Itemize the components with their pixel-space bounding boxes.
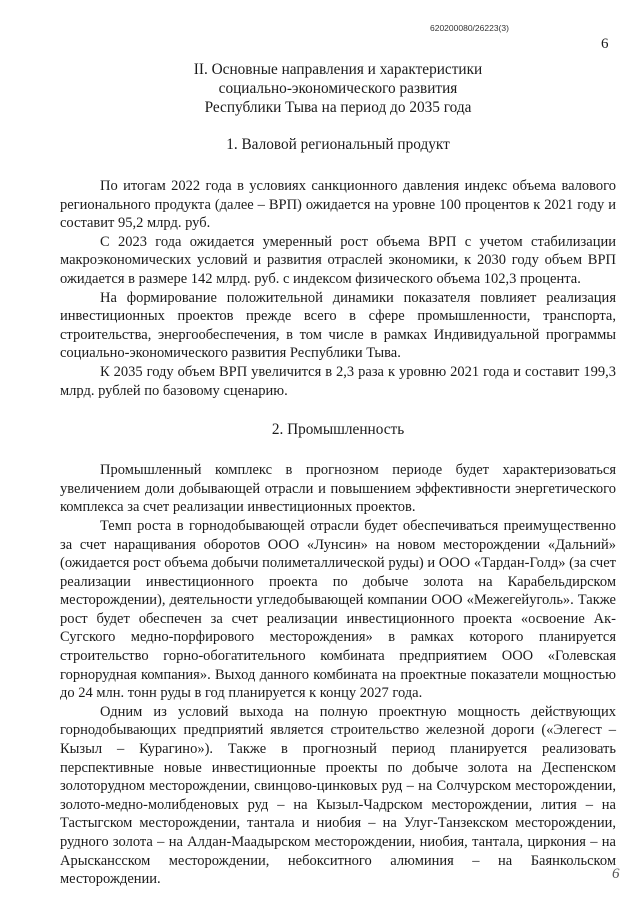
section-heading-industry: 2. Промышленность xyxy=(271,421,405,439)
paragraph: На формирование положительной динамики показателя повлияет реализация инвестиционных проектов прежде всего в сфере промышленности, транспорта, строительства, энергообеспечения, в том числе в рамках Индивидуальной программы социально-экономического развития Республики Тыва. xyxy=(60,289,616,362)
handwritten-page-mark: 6 xyxy=(612,866,620,882)
document-body xyxy=(60,60,616,889)
chapter-title xyxy=(60,60,616,117)
page-number: 6 xyxy=(601,36,609,52)
paragraph: Темп роста в горнодобывающей отрасли будет обеспечиваться преимущественно за счет наращивания оборотов ООО «Лунсин» на новом месторождении «Дальний» (ожидается рост объема добычи полиметаллической руды) и ООО «Тардан-Голд» (за счет реализации инвестиционного проекта по добыче золота на Карабельдирском месторождении), деятельности угледобывающей компании ООО «Межегейуголь». Также рост будет обеспечен за счет реализации инвестиционного проекта «освоение Ак-Сугского медно-порфирового месторождения» в рамках которого планируется строительство горно-обогатительного комбината предприятием ООО «Голевская горнорудная компания». Выход данного комбината на проектные показатели мощностью до 24 млн. тонн руды в год планируется к концу 2027 года. xyxy=(60,517,616,702)
paragraph: Промышленный комплекс в прогнозном периоде будет характеризоваться увеличением доли добывающей отрасли и повышением эффективности энергетического комплекса за счет реализации инвестиционных проектов. xyxy=(60,462,616,516)
paragraph: По итогам 2022 года в условиях санкционного давления индекс объема валового регионального продукта (далее – ВРП) ожидается на уровне 100 процентов к 2021 году и составит 95,2 млрд. руб. xyxy=(60,178,616,232)
chapter-title-line: II. Основные направления и характеристики xyxy=(193,61,483,78)
section-heading-gdp: 1. Валовой региональный продукт xyxy=(226,136,450,153)
document-id: 620200080/26223(3) xyxy=(430,23,509,33)
paragraph: С 2023 года ожидается умеренный рост объема ВРП с учетом стабилизации макроэкономических условий и развития отраслей экономики, к 2030 году объем ВРП ожидается в размере 142 млрд. руб. с индексом физического объема 102,3 процента. xyxy=(60,233,616,287)
chapter-title-line: социально-экономического развития xyxy=(218,80,458,97)
chapter-title-line: Республики Тыва на период до 2035 года xyxy=(204,99,472,116)
paragraph: К 2035 году объем ВРП увеличится в 2,3 раза к уровню 2021 года и составит 199,3 млрд. рублей по базовому сценарию. xyxy=(60,363,616,399)
paragraph: Одним из условий выхода на полную проектную мощность действующих горнодобывающих предприятий является строительство железной дороги («Элегест – Кызыл – Курагино»). Также в прогнозный период планируется реализовать перспективные новые инвестиционные проекты по добыче золота на Деспенском золоторудном месторождении, свинцово-цинковых руд – на Солчурском месторождении, золото-медно-молибденовых руд – на Кызыл-Чадрском месторождении, лития – на Тастыгском месторождении, тантала и ниобия – на Улуг-Танзекском месторождении, рудного золота – на Алдан-Маадырском месторождении, ниобия, тантала, циркония – на Арыскансском месторождении, небокситного алюминия – на Баянкольском месторождении. xyxy=(60,703,616,888)
